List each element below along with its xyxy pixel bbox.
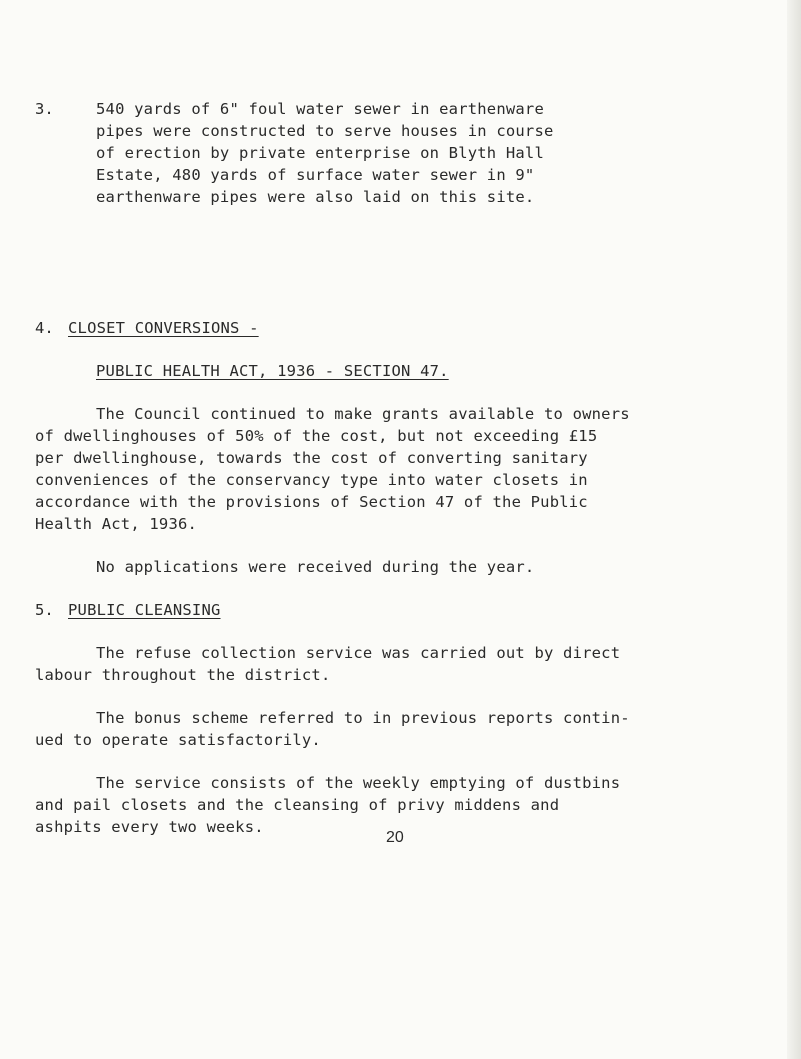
- para4-line: conveniences of the conservancy type into water closets in: [35, 471, 588, 489]
- para5-line: The service consists of the weekly emptying of dustbins: [96, 774, 621, 792]
- para5-line: ashpits every two weeks.: [35, 818, 264, 836]
- para3-line: 540 yards of 6" foul water sewer in earthenware: [96, 100, 544, 118]
- para5-line: The bonus scheme referred to in previous reports contin-: [96, 709, 630, 727]
- page-edge-shadow: [787, 0, 801, 1059]
- para4-line: Health Act, 1936.: [35, 515, 198, 533]
- para4-line: accordance with the provisions of Section 47 of the Public: [35, 493, 588, 511]
- para5-line: labour throughout the district.: [35, 666, 331, 684]
- section-subheading: PUBLIC HEALTH ACT, 1936 - SECTION 47.: [96, 362, 449, 380]
- section-heading: PUBLIC CLEANSING: [68, 601, 221, 619]
- para4-line: per dwellinghouse, towards the cost of converting sanitary: [35, 449, 588, 467]
- para4-number: 4.: [35, 319, 54, 337]
- page-number: 20: [386, 829, 404, 846]
- para5-line: The refuse collection service was carried out by direct: [96, 644, 621, 662]
- para4-line: of dwellinghouses of 50% of the cost, but not exceeding £15: [35, 427, 598, 445]
- para4-note: No applications were received during the year.: [96, 558, 535, 576]
- para3-number: 3.: [35, 100, 54, 118]
- para5-number: 5.: [35, 601, 54, 619]
- para3-line: of erection by private enterprise on Blyth Hall: [96, 144, 544, 162]
- para3-line: Estate, 480 yards of surface water sewer in 9": [96, 166, 535, 184]
- para4-line: The Council continued to make grants available to owners: [96, 405, 630, 423]
- para3-line: pipes were constructed to serve houses in course: [96, 122, 554, 140]
- para3-line: earthenware pipes were also laid on this site.: [96, 188, 535, 206]
- para5-line: ued to operate satisfactorily.: [35, 731, 321, 749]
- section-heading: CLOSET CONVERSIONS -: [68, 319, 259, 337]
- para5-line: and pail closets and the cleansing of privy middens and: [35, 796, 560, 814]
